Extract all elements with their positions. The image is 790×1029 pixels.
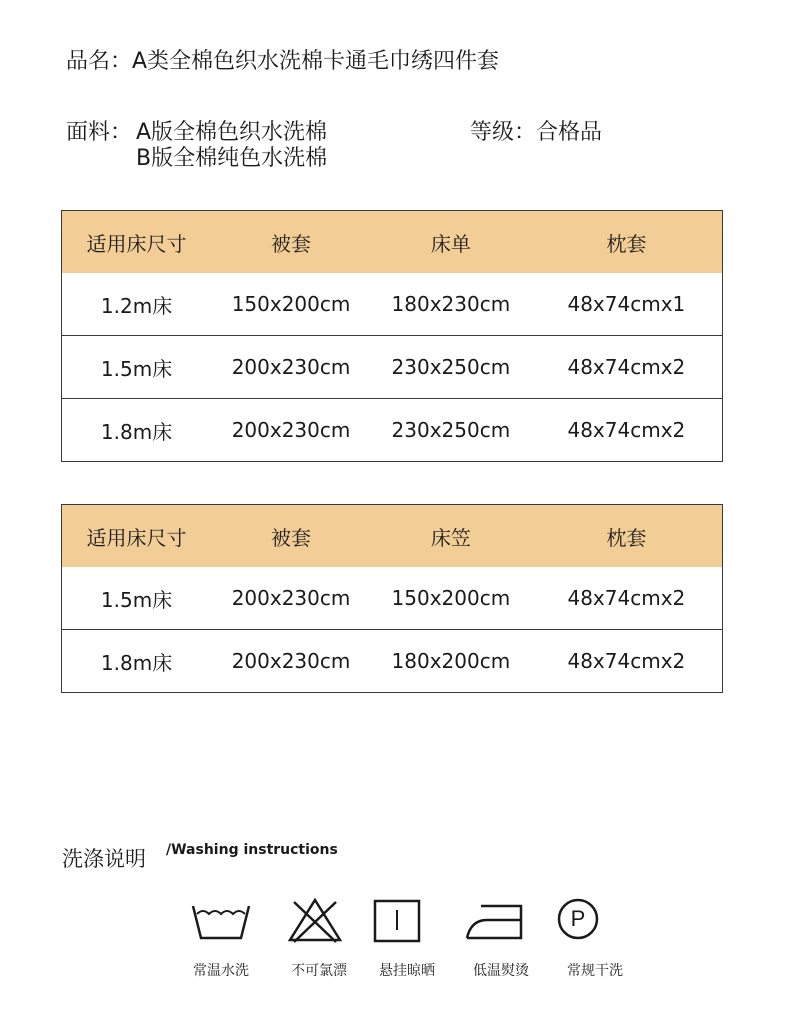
washing-title: 洗涤说明 [62,847,146,871]
table-row [62,273,723,336]
cell-pillowcase: 48x74cmx2 [531,630,723,693]
header-bed-size: 适用床尺寸 [86,231,187,256]
header-pillowcase: 枕套 [606,231,647,256]
iron-low-icon [463,898,525,942]
no-bleach-icon [286,896,344,944]
header-bed-size: 适用床尺寸 [86,525,187,550]
header-duvet-cover: 被套 [271,525,312,550]
cell-bed-size: 1.5m床 [62,567,212,630]
cell-flat-sheet: 230x250cm [371,399,531,462]
header-flat-sheet: 床单 [430,231,471,256]
cell-pillowcase: 48x74cmx1 [531,273,723,336]
cell-duvet-cover: 200x230cm [211,336,371,399]
table-row [62,336,723,399]
header-duvet-cover: 被套 [271,231,312,256]
no-bleach-label: 不可氯漂 [291,963,347,979]
hang-dry-label: 悬挂晾晒 [379,963,435,979]
cell-fitted-sheet: 150x200cm [371,567,531,630]
iron-label: 低温熨烫 [473,963,529,979]
table-header-row [62,211,723,274]
grade: 等级：合格品 [470,120,603,145]
fabric-a: A版全棉色织水洗棉 [136,120,328,145]
cell-bed-size: 1.5m床 [62,336,212,399]
cell-bed-size: 1.8m床 [62,630,212,693]
cell-flat-sheet: 230x250cm [371,336,531,399]
cell-pillowcase: 48x74cmx2 [531,336,723,399]
fabric-b: B版全棉纯色水洗棉 [136,146,328,171]
table-header-row [62,505,723,568]
product-name: 品名：A类全棉色织水洗棉卡通毛巾绣四件套 [66,49,500,74]
table-row [62,399,723,462]
washing-subtitle: /Washing instructions [166,842,338,858]
table-row [62,567,723,630]
size-table-b [61,504,723,693]
fabric-label: 面料： [66,120,133,145]
cell-duvet-cover: 200x230cm [211,399,371,462]
wash-label: 常温水洗 [193,963,249,979]
size-table-a [61,210,723,462]
table-row [62,630,723,693]
cell-duvet-cover: 200x230cm [211,567,371,630]
header-fitted-sheet: 床笠 [430,525,471,550]
cell-pillowcase: 48x74cmx2 [531,567,723,630]
header-pillowcase: 枕套 [606,525,647,550]
hang-dry-icon [372,898,422,944]
cell-bed-size: 1.8m床 [62,399,212,462]
cell-bed-size: 1.2m床 [62,273,212,336]
cell-fitted-sheet: 180x200cm [371,630,531,693]
dry-clean-letter: P [570,906,586,931]
cell-duvet-cover: 200x230cm [211,630,371,693]
dry-clean-label: 常规干洗 [567,963,623,979]
wash-tub-icon [189,898,253,942]
cell-duvet-cover: 150x200cm [211,273,371,336]
cell-flat-sheet: 180x230cm [371,273,531,336]
cell-pillowcase: 48x74cmx2 [531,399,723,462]
dry-clean-p-icon [555,896,601,942]
